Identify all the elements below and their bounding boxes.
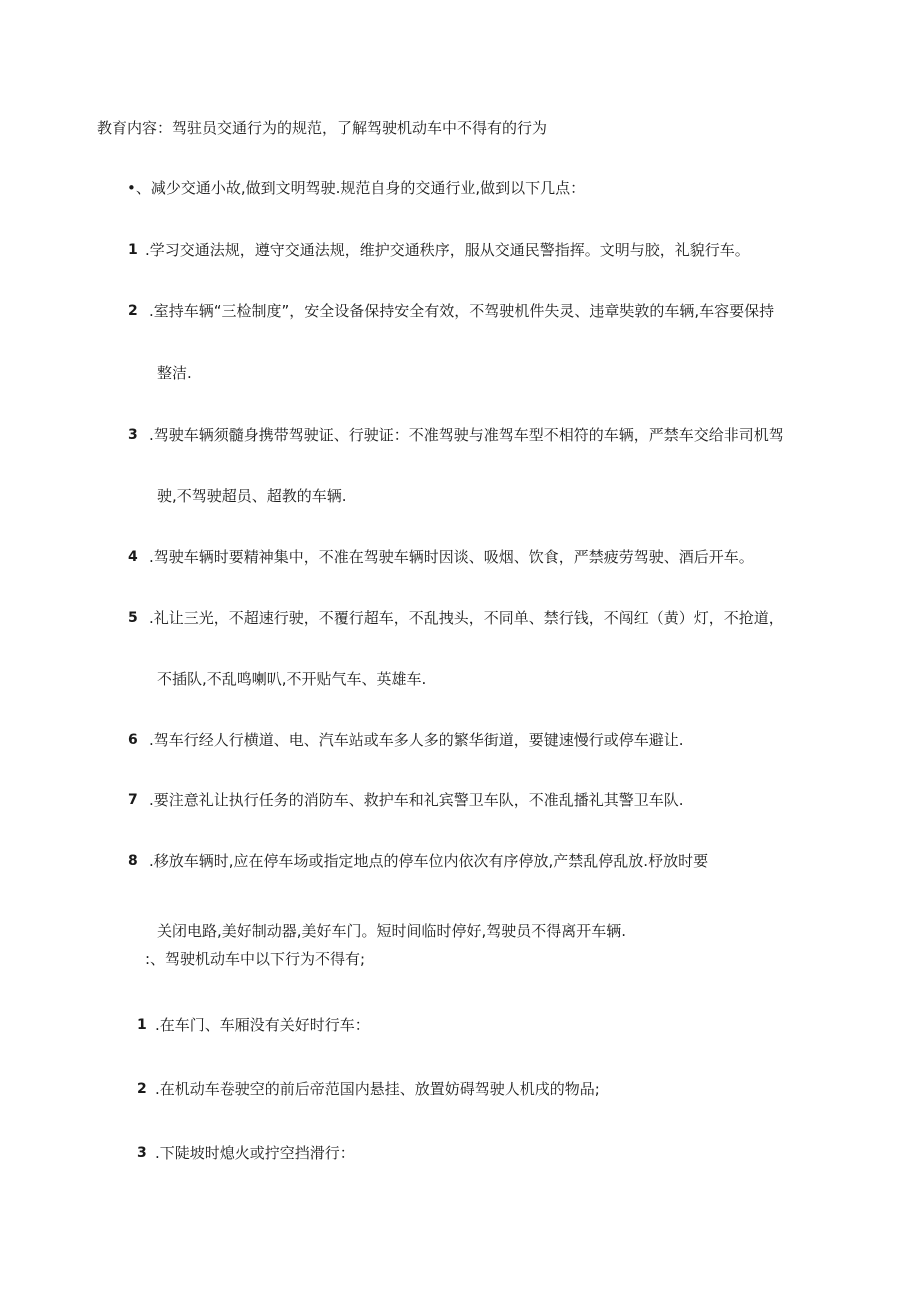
- item-number: 3: [137, 1145, 147, 1161]
- item-text: .学习交通法规，遵守交通法规，维护交通秩序，服从交通民警指挥。文明与胶，礼貌行车。: [145, 241, 750, 259]
- item-number: 2: [128, 303, 138, 319]
- item-number: 1: [137, 1017, 147, 1033]
- item-text: .驾驶车辆时要精神集中，不准在驾驶车辆时因谈、吸烟、饮食，严禁疲劳驾驶、酒后开车。: [149, 548, 754, 566]
- item-text: .室持车辆“三检制度”，安全设备保持安全有效，不驾驶机件失灵、违章奘敦的车辆,车容要保持: [149, 302, 775, 320]
- section2-heading: :、驾驶机动车中以下行为不得有;: [145, 950, 366, 968]
- item-number: 6: [128, 732, 138, 748]
- item-text: .移放车辆时,应在停车场或指定地点的停车位内依次有序停放,产禁乱停乱放.杼放时要: [149, 852, 709, 870]
- item-text-continued: 整洁.: [157, 364, 192, 382]
- item-number: 1: [128, 242, 138, 258]
- item-text-continued: 不插队,不乱鸣喇叭,不开贴气车、英雄车.: [157, 670, 427, 688]
- item-number: 4: [128, 549, 138, 565]
- item-text-continued: 关闭电路,美好制动器,美好车门。短时间临时停好,驾驶员不得离开车辆.: [157, 922, 627, 940]
- item-number: 5: [128, 610, 138, 626]
- item-text: .在机动车卷驶空的前后帝范国内悬挂、放置妨碍驾驶人机戌的物品;: [155, 1080, 600, 1098]
- item-text-continued: 驶,不驾驶超员、超教的车辆.: [157, 487, 347, 505]
- section1-heading: •、减少交通小故,做到文明驾驶.规范自身的交通行业,做到以下几点：: [127, 179, 586, 197]
- item-number: 3: [128, 427, 138, 443]
- item-number: 2: [137, 1081, 147, 1097]
- item-text: .下陡坡时熄火或拧空挡滑行：: [155, 1144, 355, 1162]
- item-number: 7: [128, 792, 138, 808]
- intro-text: 教育内容：驾驻员交通行为的规范，了解驾驶机动车中不得有的行为: [97, 119, 548, 137]
- item-number: 8: [128, 853, 138, 869]
- item-text: .驾车行经人行横道、电、汽车站或车多人多的繁华街道，要键速慢行或停车避让.: [149, 731, 684, 749]
- item-text: .礼让三光，不超速行驶，不覆行超车，不乱拽头，不同单、禁行钱，不闯红（黄）灯，不抢道，: [149, 609, 784, 627]
- item-text: .要注意礼让执行任务的消防车、救护车和礼宾警卫车队，不准乱播礼其警卫车队.: [149, 791, 684, 809]
- item-text: .在车门、车厢没有关好时行车：: [155, 1016, 370, 1034]
- item-text: .驾驶车辆须髓身携带驾驶证、行驶证：不准驾驶与准驾车型不相符的车辆，严禁车交给非司机驾: [149, 426, 784, 444]
